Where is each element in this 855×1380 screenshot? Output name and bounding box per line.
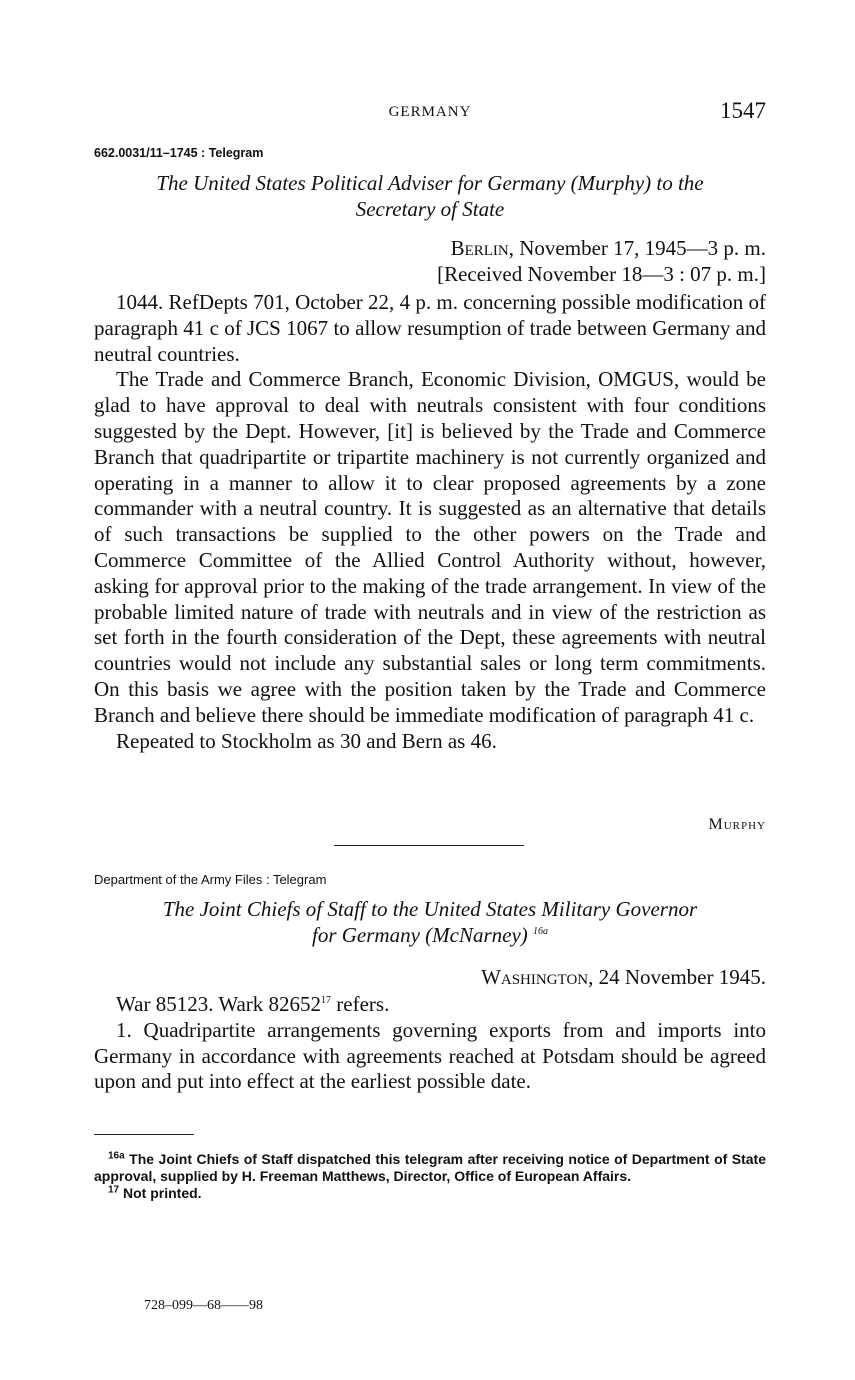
doc1-body <box>94 290 766 754</box>
doc1-date: , November 17, 1945—3 p. m. <box>508 236 766 260</box>
doc2-paragraph: 1. Quadripartite arrangements governing exports from and imports into Germany in accordance with agreements reached at Potsdam should be agreed upon and put into effect at the earliest possible date. <box>94 1017 766 1094</box>
doc1-place: Berlin <box>450 236 509 260</box>
doc1-received: [Received November 18—3 : 07 p. m.] <box>437 262 766 286</box>
doc2-paragraph: War 85123. Wark 82652$^{17}$ refers. <box>116 992 390 1016</box>
doc1-file-reference: 662.0031/11–1745 : Telegram <box>94 146 264 160</box>
doc1-paragraph: The Trade and Commerce Branch, Economic Division, OMGUS, would be glad to have approval to deal with neutrals consistent with four conditions suggested by the Dept. However, [it] is believed by the Trade and Commerce Branch that quadripartite or tripartite machinery is not currently organized and operating in a manner to allow it to clear proposed agreements by a zone commander with a neutral country. It is suggested as an alternative that details of such transactions be supplied to the other powers on the Trade and Commerce Committee of the Allied Control Authority without, however, asking for approval prior to the making of the trade arrangement. In view of the probable limited nature of trade with neutrals and in view of the restriction as set forth in the fourth consideration of the Dept, these agreements with neutral countries would not include any substantial sales or long term commitments. On this basis we agree with the position taken by the Trade and Commerce Branch and believe there should be immediate modification of paragraph 41 c. <box>94 367 766 727</box>
footnote: $^{17}$ Not printed. <box>108 1184 202 1201</box>
running-title: GERMANY <box>388 104 472 120</box>
doc1-heading-line2: Secretary of State <box>355 197 505 221</box>
footnote-ref: 17 <box>321 995 332 1006</box>
doc2-body <box>94 992 766 1095</box>
footnote: $^{16a}$ The Joint Chiefs of Staff dispatched this telegram after receiving notice of Department of State approval, supplied by H. Freeman Matthews, Director, Office of European Affairs. <box>94 1150 766 1184</box>
footnote-divider <box>94 1134 194 1135</box>
doc2-heading <box>94 896 766 948</box>
section-divider <box>334 845 524 846</box>
doc1-dateline <box>437 235 766 287</box>
doc1-heading <box>94 170 766 222</box>
doc2-heading-line1: The Joint Chiefs of Staff to the United States Military Governor <box>162 897 698 921</box>
doc2-file-reference: Department of the Army Files : Telegram <box>94 872 327 887</box>
doc2-place: Washington <box>481 965 589 989</box>
doc1-signature: Murphy <box>708 816 766 833</box>
footnotes <box>94 1151 766 1202</box>
footnote-ref: 16a <box>533 926 549 937</box>
running-head <box>94 98 766 128</box>
page-number: 1547 <box>720 98 766 123</box>
doc2-heading-line2: for Germany (McNarney) <box>311 923 528 947</box>
doc2-date: , 24 November 1945. <box>588 965 766 989</box>
doc1-paragraph: Repeated to Stockholm as 30 and Bern as 46. <box>116 728 497 753</box>
doc1-heading-line1: The United States Political Adviser for Germany (Murphy) to the <box>156 171 704 195</box>
doc1-paragraph: 1044. RefDepts 701, October 22, 4 p. m. concerning possible modification of paragraph 41 c of JCS 1067 to allow resumption of trade between Germany and neutral countries. <box>94 290 766 366</box>
doc2-dateline <box>481 964 766 990</box>
print-code: 728–099—68——98 <box>144 1298 263 1313</box>
